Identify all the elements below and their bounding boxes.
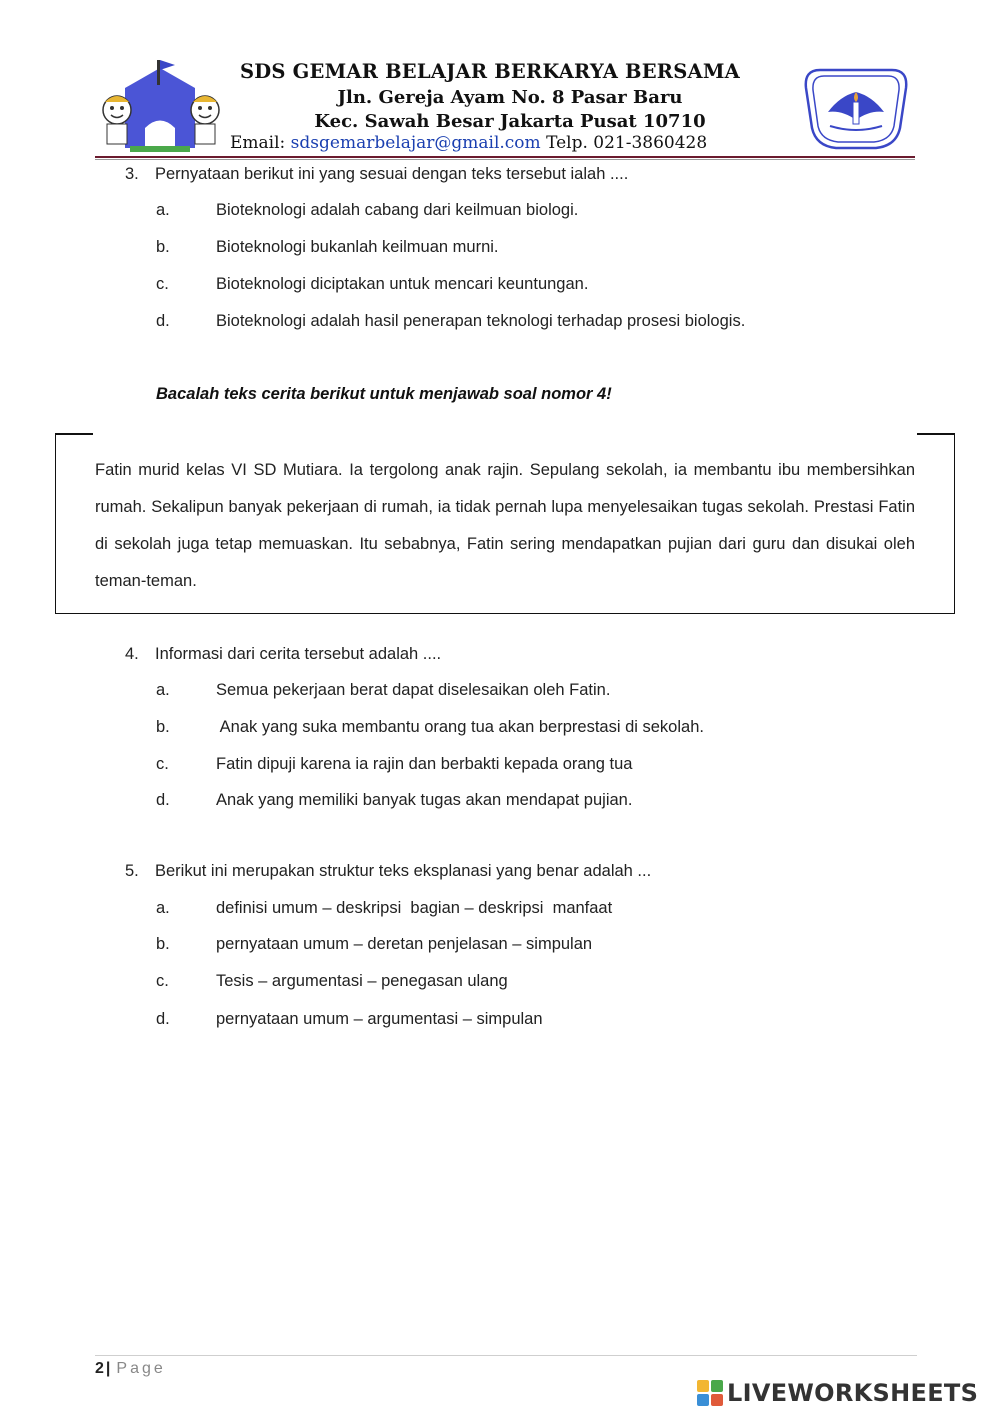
question-4-option-c[interactable] [156, 755, 632, 774]
address-line-1: Jln. Gereja Ayam No. 8 Pasar Baru [337, 87, 683, 108]
header-divider-thin [95, 159, 915, 160]
option-text: Fatin dipuji karena ia rajin dan berbakti kepada orang tua [216, 755, 633, 773]
option-text: Tesis – argumentasi – penegasan ulang [216, 972, 508, 990]
page-number [95, 1360, 166, 1378]
question-3 [125, 165, 628, 184]
option-letter: c. [156, 755, 169, 773]
question-text: Berikut ini merupakan struktur teks eksplanasi yang benar adalah ... [155, 862, 652, 880]
contact-line [230, 133, 800, 153]
tut-wuri-handayani-icon [800, 62, 912, 154]
header-divider [95, 156, 915, 158]
phone-number: Telp. 021-3860428 [540, 133, 708, 153]
question-5-option-c[interactable] [156, 972, 508, 991]
reading-instruction: Bacalah teks cerita berikut untuk menjawab soal nomor 4! [156, 385, 612, 403]
question-number: 5. [125, 862, 139, 880]
option-text: pernyataan umum – deretan penjelasan – simpulan [216, 935, 593, 953]
brand-name: LIVEWORKSHEETS [727, 1379, 979, 1407]
page-label: Page [116, 1360, 166, 1377]
question-4-option-a[interactable] [156, 681, 610, 700]
option-letter: b. [156, 935, 170, 953]
footer-divider [95, 1355, 917, 1356]
question-5-option-b[interactable] [156, 935, 592, 954]
question-3-option-d[interactable] [156, 312, 745, 331]
question-5-option-d[interactable] [156, 1010, 543, 1029]
question-text: Informasi dari cerita tersebut adalah .... [155, 645, 442, 663]
liveworksheets-logo[interactable] [697, 1376, 978, 1410]
option-letter: c. [156, 972, 169, 990]
option-text: Anak yang memiliki banyak tugas akan mendapat pujian. [216, 791, 633, 809]
question-4-option-b[interactable] [156, 718, 704, 737]
story-text: Fatin murid kelas VI SD Mutiara. Ia tergolong anak rajin. Sepulang sekolah, ia membantu ibu membersihkan rumah. Sekalipun banyak pekerjaan di rumah, ia tidak pernah lupa menyelesaikan tugas sekolah. Prestasi Fatin di sekolah juga tetap memuaskan. Itu sebabnya, Fatin sering mendapatkan pujian dari guru dan disukai oleh teman-teman. [95, 461, 915, 590]
question-text: Pernyataan berikut ini yang sesuai dengan teks tersebut ialah .... [155, 165, 629, 183]
option-text: Bioteknologi bukanlah keilmuan murni. [216, 238, 499, 256]
option-letter: a. [156, 201, 170, 219]
story-box-top-right [917, 433, 955, 435]
page-separator: | [105, 1360, 111, 1377]
question-4-option-d[interactable] [156, 791, 632, 810]
option-text: Bioteknologi diciptakan untuk mencari keuntungan. [216, 275, 589, 293]
question-3-option-b[interactable] [156, 238, 499, 257]
address-line-2: Kec. Sawah Besar Jakarta Pusat 10710 [314, 111, 706, 132]
option-text: definisi umum – deskripsi bagian – deskripsi manfaat [216, 899, 613, 917]
option-text: Bioteknologi adalah hasil penerapan teknologi terhadap prosesi biologis. [216, 312, 746, 330]
option-text: Semua pekerjaan berat dapat diselesaikan oleh Fatin. [216, 681, 611, 699]
letterhead [0, 0, 1000, 165]
liveworksheets-grid-icon [697, 1380, 723, 1406]
question-number: 3. [125, 165, 139, 183]
question-number: 4. [125, 645, 139, 663]
email-link[interactable]: sdsgemarbelajar@gmail.com [290, 133, 541, 153]
page-number-value: 2 [95, 1360, 104, 1377]
question-3-option-c[interactable] [156, 275, 588, 294]
email-label: Email: [230, 133, 291, 153]
question-4 [125, 645, 441, 664]
option-letter: a. [156, 681, 170, 699]
option-letter: d. [156, 791, 170, 809]
option-text: pernyataan umum – argumentasi – simpulan [216, 1010, 543, 1028]
option-letter: b. [156, 718, 170, 736]
question-3-option-a[interactable] [156, 201, 578, 220]
question-5 [125, 862, 651, 881]
option-text: Anak yang suka membantu orang tua akan berprestasi di sekolah. [216, 718, 704, 736]
option-letter: d. [156, 312, 170, 330]
option-text: Bioteknologi adalah cabang dari keilmuan biologi. [216, 201, 579, 219]
option-letter: b. [156, 238, 170, 256]
option-letter: d. [156, 1010, 170, 1028]
option-letter: a. [156, 899, 170, 917]
option-letter: c. [156, 275, 169, 293]
school-name: SDS GEMAR BELAJAR BERKARYA BERSAMA [240, 60, 740, 83]
story-box-top-left [55, 433, 93, 435]
school-logo-icon [95, 58, 230, 158]
question-5-option-a[interactable] [156, 899, 612, 918]
